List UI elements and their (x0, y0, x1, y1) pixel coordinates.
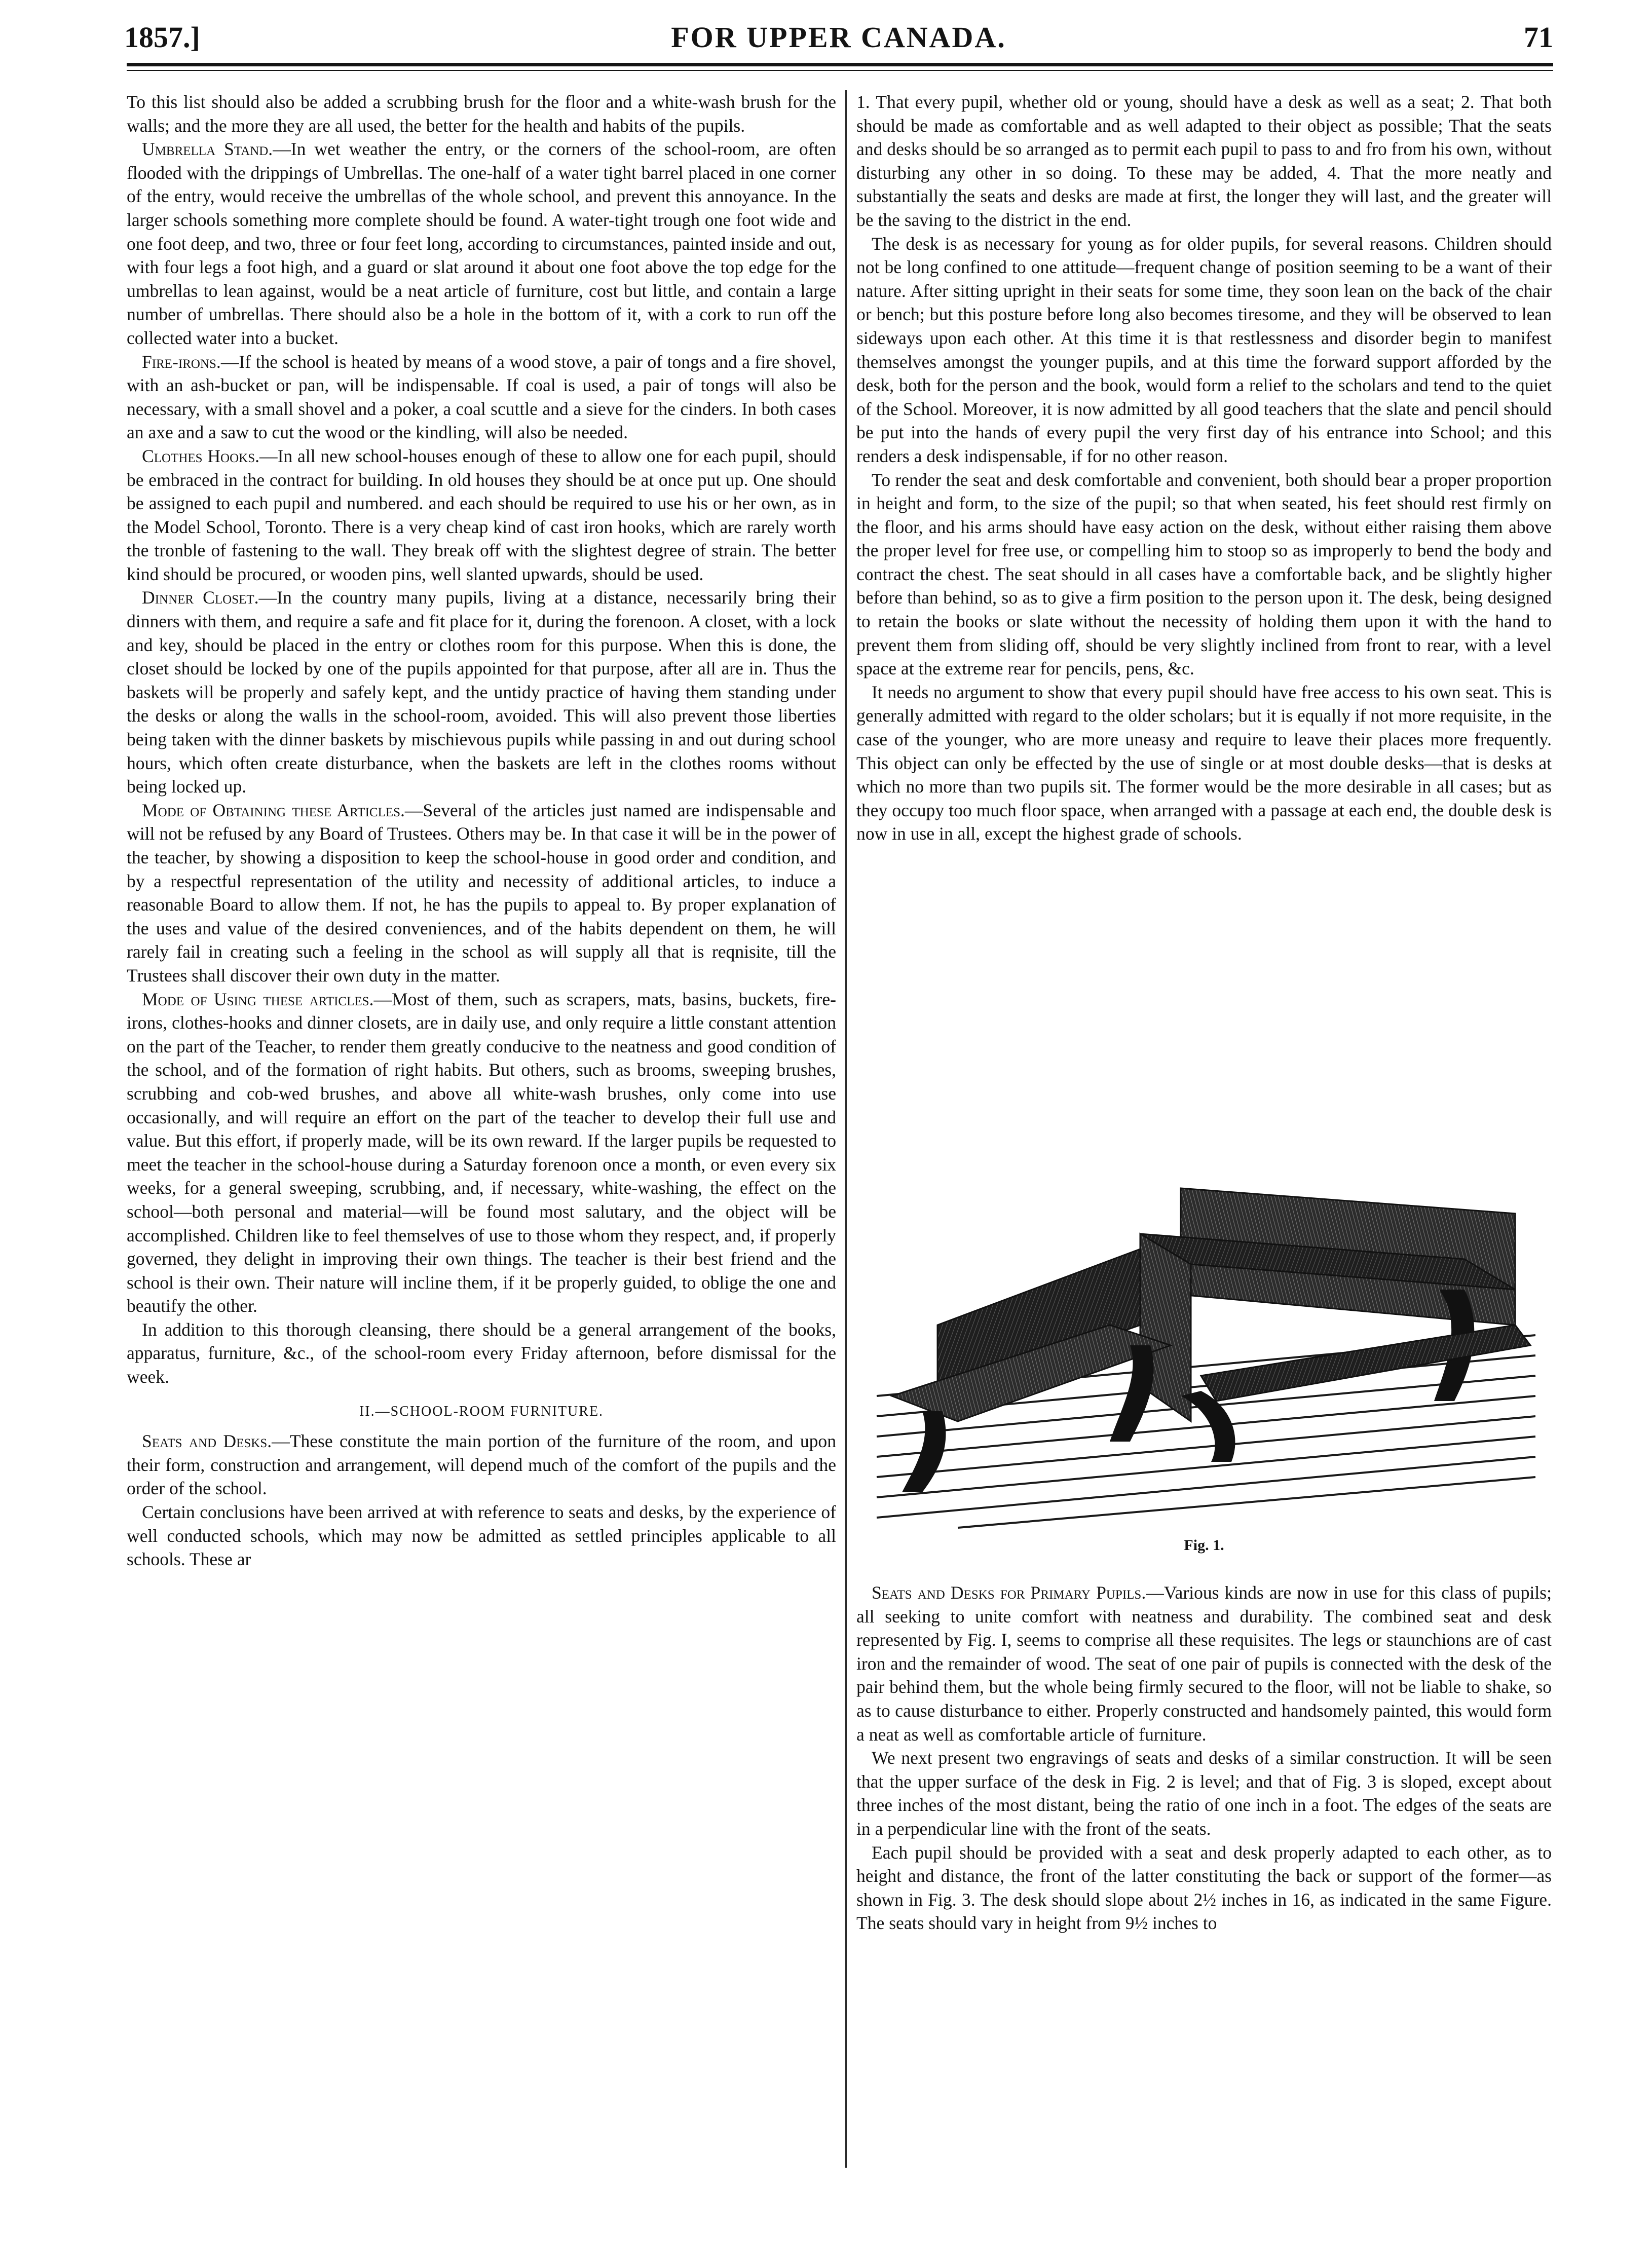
obtaining-articles-paragraph (127, 799, 836, 988)
seats-desks-text: —These constitute the main portion of the furniture of the room, and upon their form, construction and arrangement, will depend much of the comfort of the pupils and the order of the school. (127, 1431, 836, 1499)
engravings-paragraph: We next present two engravings of seats and desks of a similar construction. It will be seen that the upper surface of the desk in Fig. 2 is level; and that of Fig. 3 is sloped, except about three inches of the most distant, being the ratio of one inch in a foot. The edges of the seats are in a perpendicular line with the front of the seats. (856, 1748, 1552, 1839)
umbrella-stand-paragraph (127, 137, 836, 350)
header-rule-thin (127, 70, 1553, 71)
fire-irons-heading: Fire-irons. (142, 351, 221, 372)
desk-necessary-paragraph: The desk is as necessary for young as for older pupils, for several reasons. Children should not be long confined to one attitude—frequent change of position seeming to be a want of their nature. After sitting upright in their seats for some time, they soon lean on the back of the chair or bench; but this posture before long also becomes tiresome, and they will be observed to lean sideways upon each other. At this time it is that restlessness and disorder begin to manifest themselves amongst the younger pupils, and at this time the forward support afforded by the desk, both for the person and the book, would form a relief to the scholars and tend to the quiet of the School. Moreover, it is now admitted by all good teachers that the slate and pencil should be put into the hands of every pupil the very first day of his entrance into School; and this renders a desk indispensable, if for no other reason. (856, 233, 1552, 466)
clothes-hooks-paragraph (127, 444, 836, 586)
using-articles-text: —Most of them, such as scrapers, mats, basins, buckets, fire-irons, clothes-hooks and dinner closets, are in daily use, and only require a little constant attention on the part of the Teacher, to render them greatly conducive to the neatness and good condition of the school, and of the formation of right habits. But others, such as brooms, sweeping brushes, scrubbing and cob-wed brushes, and above all white-wash brushes, only come into use occasionally, and will require an effort on the part of the teacher to develop their full use and value. But this effort, if properly made, will be its own reward. If the larger pupils be requested to meet the teacher in the school-house during a Saturday forenoon once a month, or even every six weeks, for a general sweeping, scrubbing, and, if necessary, white-washing, the effect on the school—both personal and material—will be found most salutary, and the object will be accomplished. Children like to feel themselves of use to those whom they respect, and, if properly governed, they delight in improving their own things. The teacher is their best friend and the school is their own. Their nature will incline them, if it be properly guided, to oblige the one and beautify the other. (127, 989, 836, 1316)
clothes-hooks-heading: Clothes Hooks. (142, 445, 259, 466)
right-column-bottom (856, 1581, 1552, 1935)
comfortable-paragraph: To render the seat and desk comfortable and convenient, both should bear a proper proportion in height and form, to the size of the pupil; so that when seated, his feet should rest firmly on the floor, and his arms should have easy action on the desk, without either raising them above the proper level for free use, or compelling him to stoop so as improperly to bend the body and contract the chest. The seat should in all cases have a comfortable back, and be slightly higher before than behind, so as to give a firm position to the person upon it. The desk, being designed to retain the books or slate without the necessity of holding them upon it with the hand to prevent them from sliding off, should be very slightly inclined from front to rear, with a level space at the extreme rear for pencils, pens, &c. (856, 469, 1552, 679)
using-articles-heading: Mode of Using these articles. (142, 989, 374, 1009)
clothes-hooks-text: —In all new school-houses enough of these to allow one for each pupil, should be embraced in the contract for building. In old houses they should be at once put up. One should be assigned to each pupil and numbered. and each should be required to use his or her own, as in the Model School, Toronto. There is a very cheap kind of cast iron hooks, which are rarely worth the tronble of fastening to the wall. They break off with the slightest degree of strain. The better kind should be procured, or wooden pins, well slanted upwards, should be used. (127, 445, 836, 584)
primary-pupils-paragraph (856, 1581, 1552, 1746)
using-articles-paragraph (127, 988, 836, 1318)
fire-irons-text: —If the school is heated by means of a wood stove, a pair of tongs and a fire shovel, with an ash-bucket or pan, will be indispensable. If coal is used, a pair of tongs will also be necessary, with a small shovel and a poker, a coal scuttle and a sieve for the cinders. In both cases an axe and a saw to cut the wood or the kindling, will also be needed. (127, 351, 836, 443)
dinner-closet-paragraph (127, 586, 836, 798)
header-page-number: 71 (1524, 21, 1553, 54)
desk-engraving-image (856, 1158, 1552, 1533)
seats-desks-paragraph (127, 1429, 836, 1500)
left-column (127, 90, 836, 1571)
fig-1-illustration (856, 1158, 1552, 1563)
umbrella-stand-text: —In wet weather the entry, or the corners of the school-room, are often flooded with the drippings of Umbrellas. The one-half of a water tight barrel placed in one corner of the entry, would receive the umbrellas of the whole school, and prevent this annoyance. In the larger schools something more complete should be found. A water-tight trough one foot wide and one foot deep, and two, three or four feet long, according to circumstances, painted inside and out, with four legs a foot high, and a guard or slat around it about one foot above the top edge for the umbrellas to lean against, would be a neat article of furniture, cost but little, and contain a large number of umbrellas. There should also be a hole in the bottom of it, with a cork to run off the collected water into a bucket. (127, 139, 836, 348)
seats-desks-heading: Seats and Desks. (142, 1431, 272, 1452)
intro-paragraph: To this list should also be added a scrubbing brush for the floor and a white-wash brush for the walls; and the more they are all used, the better for the health and habits of the pupils. (127, 92, 836, 136)
right-column-top (856, 90, 1552, 846)
dinner-closet-text: —In the country many pupils, living at a distance, necessarily bring their dinners with them, and require a safe and fit place for it, during the forenoon. A closet, with a lock and key, should be placed in the entry or clothes room for this purpose. When this is done, the closet should be locked by one of the pupils appointed for that purpose, after all are in. Thus the baskets will be properly and safely kept, and the untidy practice of having them standing under the desks or along the walls in the school-room, avoided. This will also prevent those liberties being taken with the dinner baskets by mischievous pupils while passing in and out during school hours, which often create disturbance, when the baskets are left in the clothes rooms without being locked up. (127, 587, 836, 797)
obtaining-articles-heading: Mode of Obtaining these Articles. (142, 800, 405, 820)
section-heading: II.—SCHOOL-ROOM FURNITURE. (359, 1403, 604, 1419)
column-divider (845, 90, 847, 2168)
principles-paragraph: 1. That every pupil, whether old or young, should have a desk as well as a seat; 2. That both should be made as comfortable and as well adapted to their object as possible; That the seats and desks should be so arranged as to permit each pupil to pass to and fro from his own, without disturbing any other in so doing. To these may be added, 4. That the more neatly and substantially the seats and desks are made at first, the longer they will last, and the greater will be the saving to the district in the end. (856, 92, 1552, 230)
figure-caption: Fig. 1. (1184, 1537, 1224, 1554)
primary-pupils-heading: Seats and Desks for Primary Pupils. (872, 1582, 1146, 1603)
header-year: 1857.] (124, 21, 200, 54)
umbrella-stand-heading: Umbrella Stand. (142, 139, 273, 160)
each-pupil-paragraph: Each pupil should be provided with a seat and desk properly adapted to each other, as to height and distance, the front of the latter constituting the back or support of the former—as shown in Fig. 3. The desk should slope about 2½ inches in 16, as indicated in the same Figure. The seats should vary in height from 9½ inches to (856, 1842, 1552, 1934)
primary-pupils-text: —Various kinds are now in use for this class of pupils; all seeking to unite comfort with neatness and durability. The combined seat and desk represented by Fig. I, seems to comprise all these requisites. The legs or staunchions are of cast iron and the remainder of wood. The seat of one pair of pupils is connected with the desk of the pair behind them, but the whole being firmly secured to the floor, will not be liable to shake, so as to cause disturbance to either. Properly constructed and handsomely painted, this would form a neat as well as comfortable article of furniture. (856, 1582, 1552, 1745)
header-rule-thick (127, 63, 1553, 66)
header-title: FOR UPPER CANADA. (671, 21, 1006, 54)
dinner-closet-heading: Dinner Closet. (142, 587, 259, 608)
obtaining-articles-text: —Several of the articles just named are indispensable and will not be refused by any Board of Trustees. Others may be. In that case it will be in the power of the teacher, by showing a disposition to keep the school-house in good order and condition, and by a respectful representation of the utility and necessity of additional articles, to induce a reasonable Board to allow them. If not, he has the pupils to appeal to. By proper explanation of the uses and value of the desired conveniences, and of the habits dependent on them, he will rarely fail in creating such a feeling in the school as will supply all that is reqnisite, till the Trustees shall discover their own duty in the matter. (127, 800, 837, 986)
cleansing-paragraph: In addition to this thorough cleansing, there should be a general arrangement of the books, apparatus, furniture, &c., of the school-room every Friday afternoon, before dismissal for the week. (127, 1319, 836, 1387)
free-access-paragraph: It needs no argument to show that every pupil should have free access to his own seat. This is generally admitted with regard to the older scholars; but it is equally if not more requisite, in the case of the younger, who are more uneasy and require to leave their places more frequently. This object can only be effected by the use of single or at most double desks—that is desks at which no more than two pupils sit. The former would be the more desirable in all cases; but as they occupy too much floor space, when arranged with a passage at each end, the double desk is now in use in all, except the highest grade of schools. (856, 682, 1552, 844)
fire-irons-paragraph (127, 350, 836, 444)
conclusions-paragraph: Certain conclusions have been arrived at with reference to seats and desks, by the experience of well conducted schools, which may now be admitted as settled principles applicable to all schools. These ar (127, 1502, 836, 1570)
page-header (124, 16, 1553, 62)
